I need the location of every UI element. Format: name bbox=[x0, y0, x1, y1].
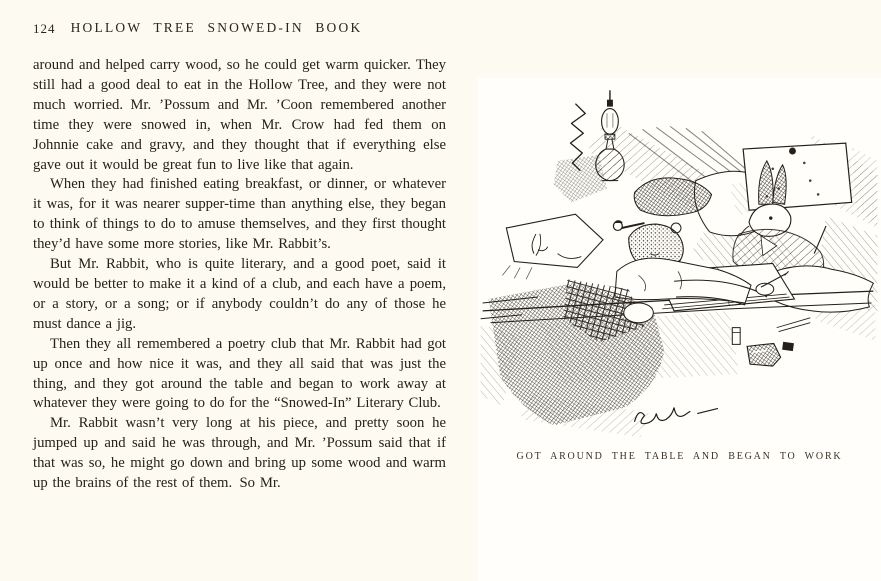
quill-pen bbox=[777, 318, 811, 332]
illustration bbox=[478, 78, 881, 448]
body-text bbox=[33, 56, 446, 494]
dark-blanket-mass bbox=[481, 279, 665, 437]
running-title: HOLLOW TREE SNOWED-IN BOOK bbox=[70, 20, 363, 35]
paragraph: around and helped carry wood, so he could get warm quicker. They still had a good deal to eat in the Hollow Tree, and they were not much worried. Mr. ’Possum and Mr. ’Coon remembered another time they were snowed in, when Mr. Crow had fed them on Johnnie cake and gravy, and they thought that if everything else gave out it would be great fun to live like that again. bbox=[33, 57, 446, 173]
ink-bottle bbox=[732, 328, 740, 345]
paragraph: Mr. Rabbit wasn’t very long at his piece, and pretty soon he jumped up and said he was through, and Mr. ’Possum said that if that was so, he might go down and bring up some wood and warm up the brains of the rest of them. So Mr. bbox=[33, 415, 446, 492]
text-page bbox=[33, 20, 446, 494]
inkwell bbox=[747, 343, 781, 366]
illustration-plate bbox=[478, 78, 881, 581]
illustration-caption: GOT AROUND THE TABLE AND BEGAN TO WORK bbox=[516, 451, 843, 462]
page-number: 124 bbox=[33, 21, 56, 36]
paragraph: When they had finished eating breakfast, or dinner, or whatever it was, for it was nearer supper-time than anything else, they began to think of things to do to amuse themselves, and they first thought they’d have some more stories, like Mr. Rabbit’s. bbox=[33, 176, 446, 253]
rabbit-eye bbox=[769, 216, 772, 219]
paragraph: But Mr. Rabbit, who is quite literary, and a good poet, said it would be better to make it a kind of a club, and each have a poem, or a story, or a song; or if anybody couldn’t do any of those he must dance a jig. bbox=[33, 256, 446, 332]
writing-tools bbox=[732, 318, 810, 366]
paragraph: Then they all remembered a poetry club that Mr. Rabbit had got up once and how nice it was, and they all said that was just the thing, and they got around the table and began to work away at whatever they were going to do for the “Snowed-In” Literary Club. bbox=[33, 335, 446, 412]
pin bbox=[789, 148, 796, 155]
running-head bbox=[33, 20, 446, 37]
pillow-sketch bbox=[502, 214, 603, 279]
